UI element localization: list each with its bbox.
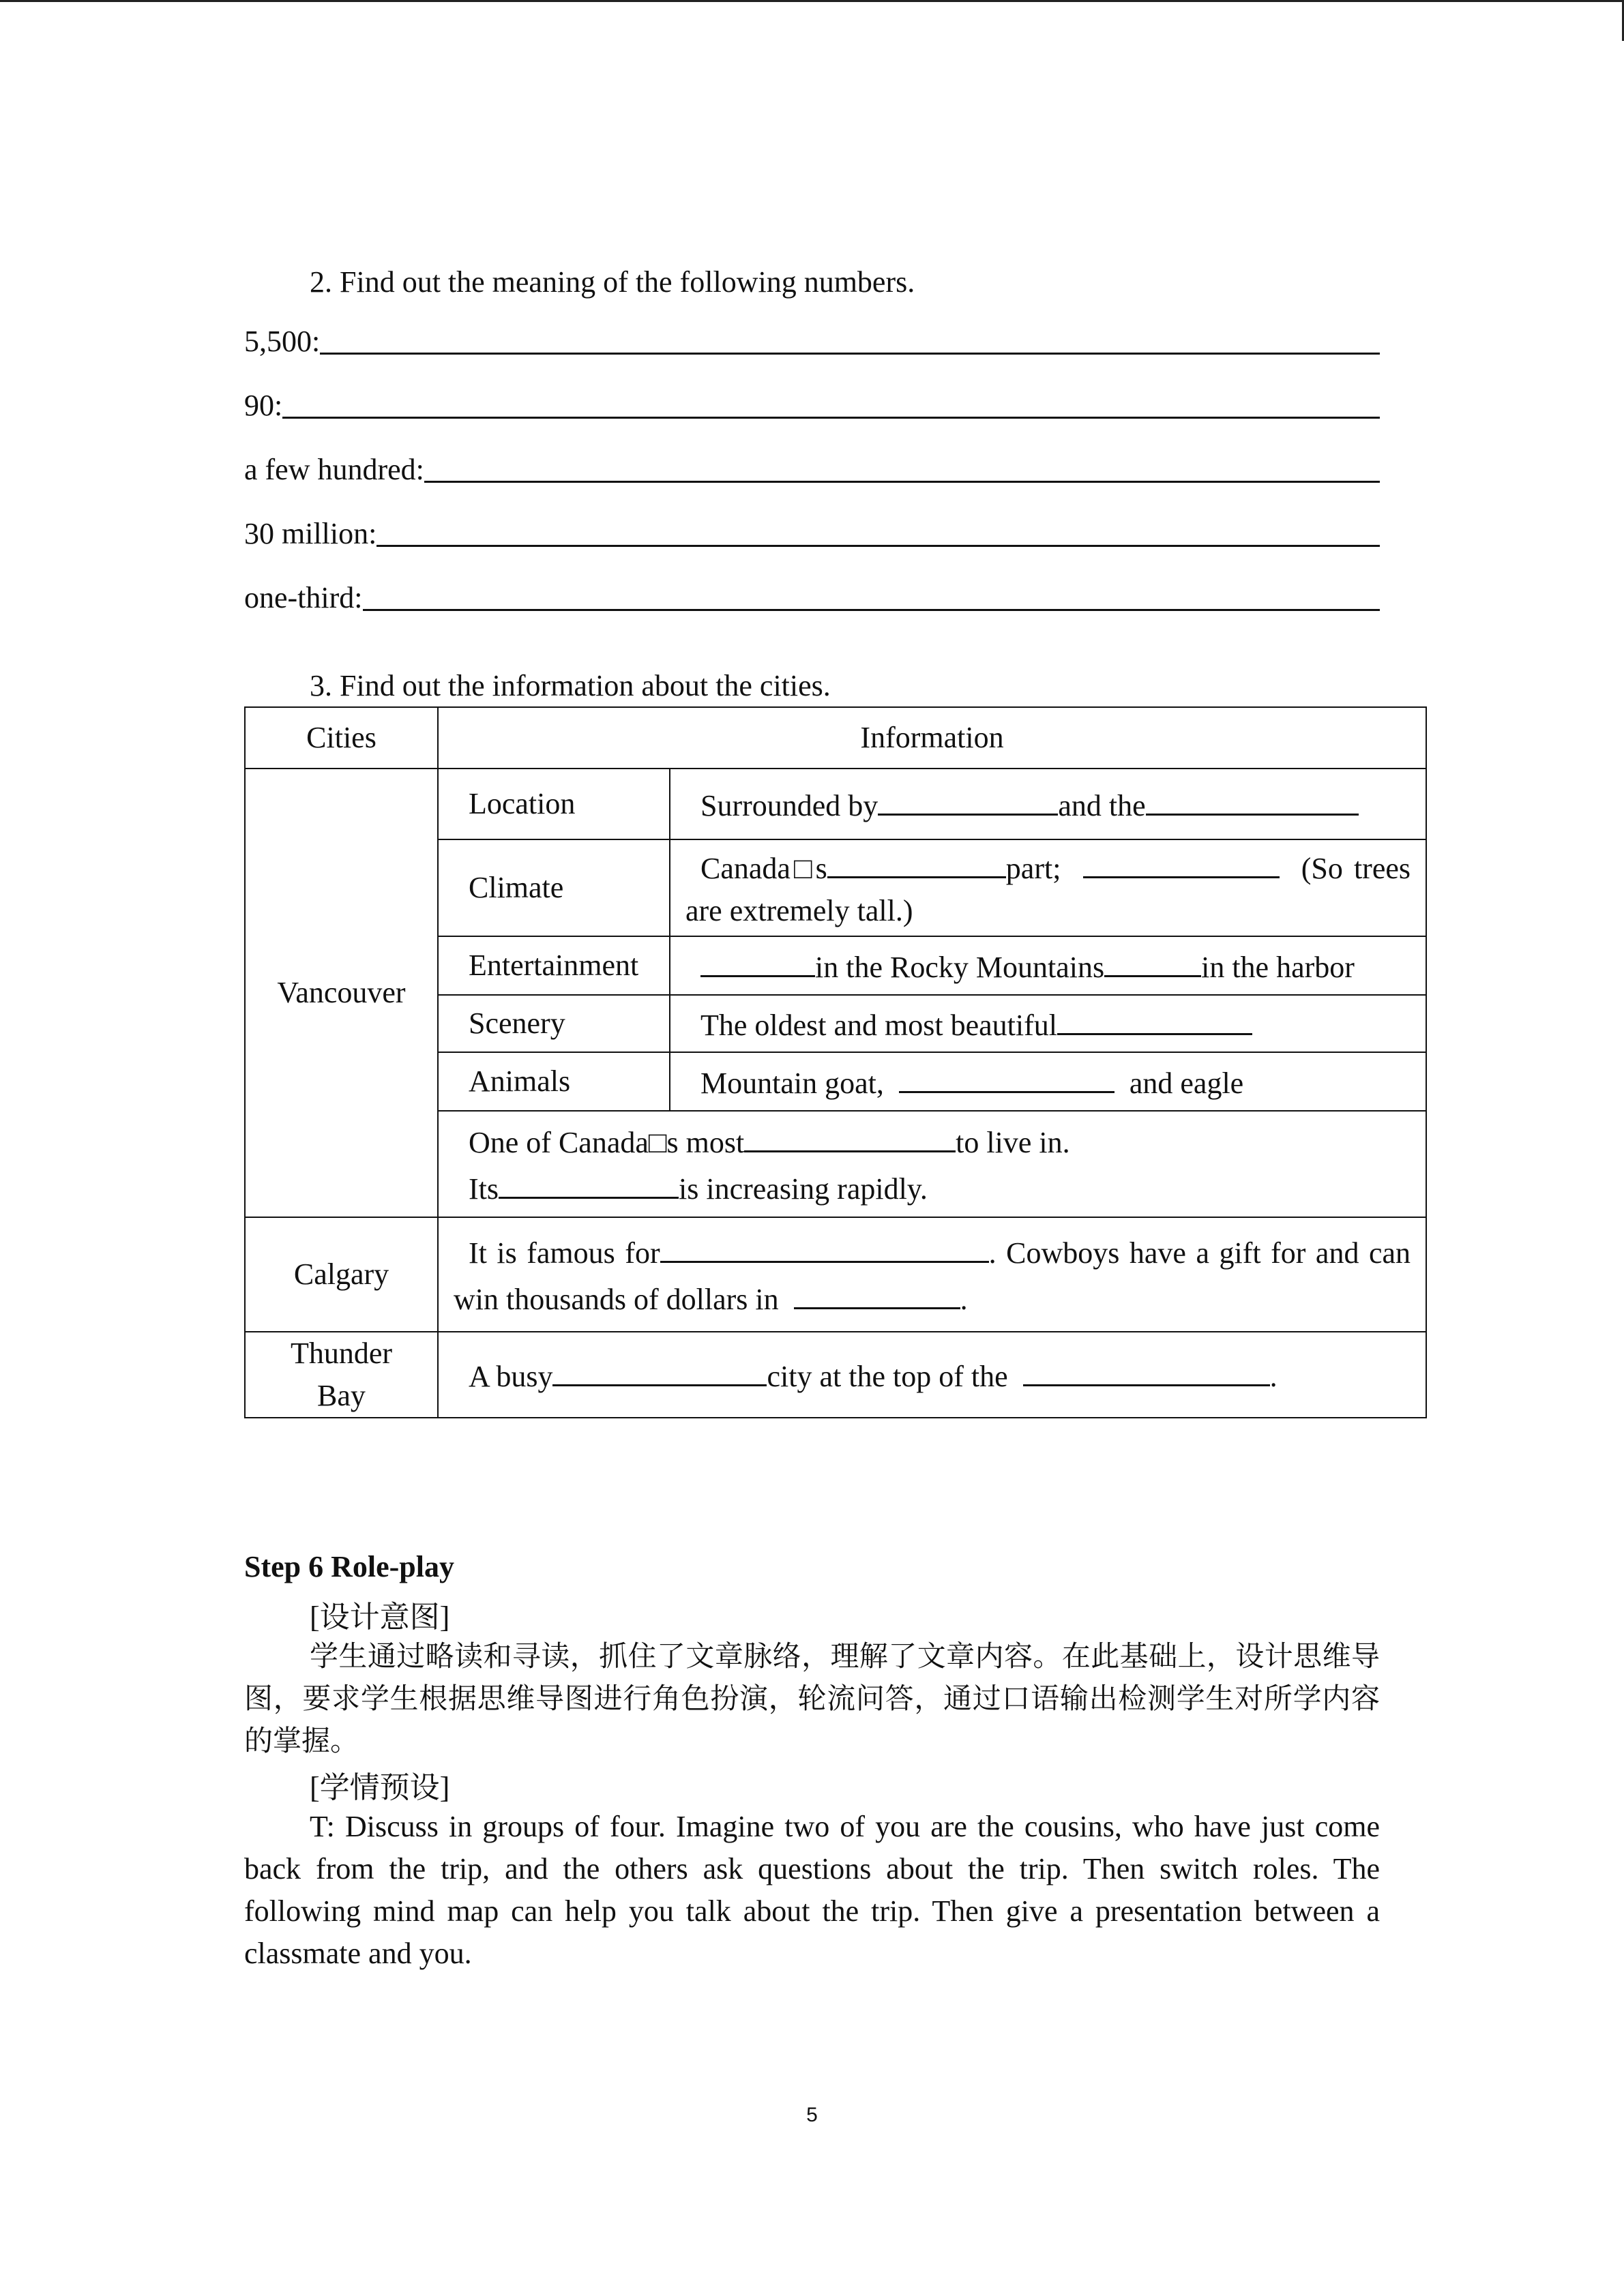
answer-blank[interactable] [700,942,815,977]
vancouver-summary [438,1111,1426,1217]
animals-info [670,1052,1426,1111]
number-label: 90: [244,389,283,422]
city-calgary: Calgary [245,1217,438,1332]
table-row [245,769,1426,839]
entertainment-info [670,936,1426,995]
answer-blank[interactable] [499,1164,679,1199]
text: part; [1005,852,1061,885]
calgary-info [438,1217,1426,1332]
text: (So trees are extremely tall.) [685,852,1411,927]
answer-blank[interactable] [744,1118,956,1152]
location-info [670,769,1426,839]
text: is increasing rapidly. [679,1172,928,1206]
page-top-border [0,0,1624,2]
label-scenery: Scenery [438,995,670,1052]
label-location: Location [438,769,670,839]
answer-blank[interactable] [1104,942,1201,977]
text: Thunder [290,1337,393,1370]
text: in the Rocky Mountains [815,951,1105,984]
city-thunder-bay [245,1332,438,1418]
number-line-30-million [244,513,1380,551]
text: . Cowboys have a gift for and can win thousands of dollars in [454,1236,1411,1316]
text: . [1269,1360,1278,1393]
step6-title: Step 6 Role-play [244,1550,454,1583]
answer-blank[interactable] [660,1228,989,1263]
answer-blank[interactable] [377,545,1380,547]
text: to live in. [956,1126,1070,1159]
answer-blank[interactable] [1057,1000,1252,1035]
label-climate: Climate [438,839,670,936]
text: The oldest and most beautiful [700,1009,1057,1042]
section-3-heading: 3. Find out the information about the cities. [310,669,831,702]
answer-blank[interactable] [827,844,1006,878]
label-entertainment: Entertainment [438,936,670,995]
thunder-bay-info [438,1332,1426,1418]
answer-blank[interactable] [424,481,1380,483]
text: Its [469,1172,499,1206]
answer-blank[interactable] [320,353,1380,355]
header-information: Information [438,707,1426,769]
text: Bay [317,1379,366,1412]
scenery-info [670,995,1426,1052]
text: Canada□s [700,852,827,885]
city-vancouver: Vancouver [245,769,438,1217]
answer-blank[interactable] [1083,844,1280,878]
design-intent-label: [设计意图] [310,1600,450,1634]
number-line-90 [244,385,1380,423]
number-label: 5,500: [244,325,321,358]
header-cities: Cities [245,707,438,769]
cities-table [244,706,1427,1418]
text: Surrounded by [700,789,879,822]
label-animals: Animals [438,1052,670,1111]
climate-info [670,839,1426,936]
text: in the harbor [1201,951,1355,984]
number-label: one-third: [244,581,363,614]
table-header-row [245,707,1426,769]
answer-blank[interactable] [899,1058,1114,1093]
text: and the [1058,789,1146,822]
answer-blank[interactable] [282,417,1380,419]
text: . [960,1283,968,1316]
text: city at the top of the [767,1360,1008,1393]
text: and eagle [1129,1067,1244,1100]
number-line-a-few-hundred [244,449,1380,487]
answer-blank[interactable] [363,609,1380,611]
answer-blank[interactable] [552,1352,767,1386]
number-line-one-third [244,577,1380,615]
number-label: a few hundred: [244,453,424,486]
learning-preset-label: [学情预设] [310,1771,450,1804]
text: It is famous for [469,1236,660,1270]
text: One of Canada□s most [469,1126,745,1159]
table-row [245,1217,1426,1332]
page-number: 5 [806,2104,818,2126]
text: Mountain goat, [700,1067,884,1100]
section-2-heading: 2. Find out the meaning of the following numbers. [310,265,915,299]
answer-blank[interactable] [878,781,1058,816]
answer-blank[interactable] [1146,781,1359,816]
text: A busy [469,1360,553,1393]
learning-preset-text: T: Discuss in groups of four. Imagine two of you are the cousins, who have just come back from the trip, and the others ask questions about the trip. Then switch roles. The following mind map can help you talk about the trip. Then give a presentation between a classmate and you. [244,1810,1380,1970]
design-intent-text: 学生通过略读和寻读，抓住了文章脉络，理解了文章内容。在此基础上，设计思维导图，要求学生根据思维导图进行角色扮演，轮流问答，通过口语输出检测学生对所学内容的掌握。 [244,1639,1380,1757]
number-label: 30 million: [244,517,377,550]
number-line-5500 [244,320,1380,359]
answer-blank[interactable] [1023,1352,1270,1386]
table-row [245,1332,1426,1418]
answer-blank[interactable] [794,1274,960,1309]
